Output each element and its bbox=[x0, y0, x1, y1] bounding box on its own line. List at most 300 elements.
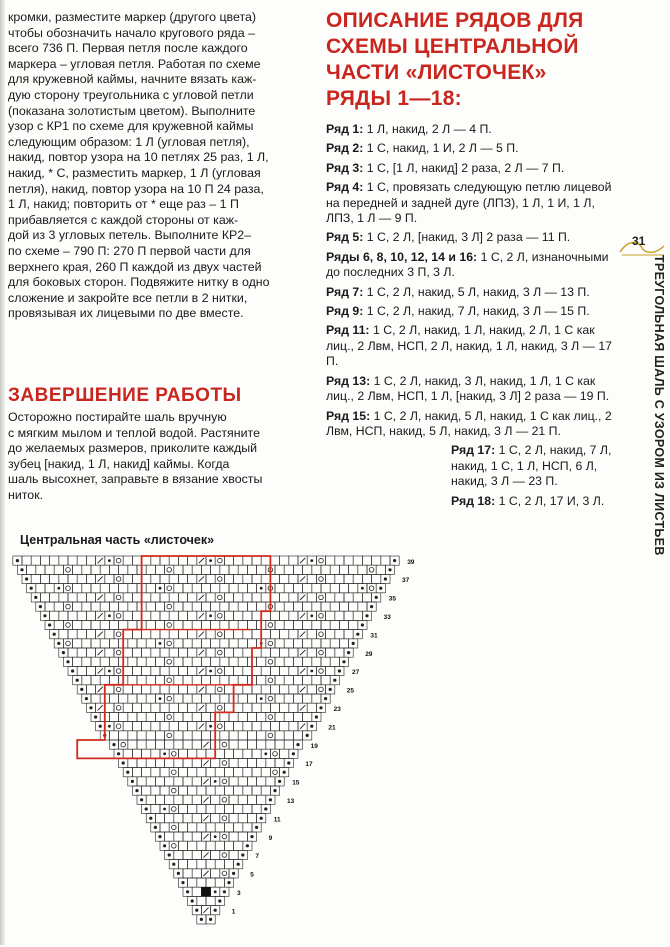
chart-cell bbox=[312, 620, 321, 629]
chart-cell bbox=[247, 740, 256, 749]
chart-cell bbox=[174, 832, 183, 841]
chart-cell bbox=[275, 602, 284, 611]
chart-cell bbox=[132, 685, 141, 694]
chart-cell bbox=[183, 758, 192, 767]
chart-cell bbox=[289, 593, 298, 602]
chart-cell bbox=[160, 666, 169, 675]
chart-cell bbox=[192, 814, 201, 823]
chart-cell bbox=[160, 593, 169, 602]
chart-cell bbox=[155, 657, 164, 666]
chart-symbol bbox=[203, 816, 208, 821]
chart-cell bbox=[220, 850, 229, 859]
chart-symbol bbox=[200, 918, 203, 921]
chart-cell bbox=[280, 749, 289, 758]
chart-cell bbox=[73, 639, 82, 648]
chart-cell bbox=[321, 657, 330, 666]
chart-cell bbox=[220, 731, 229, 740]
chart-cell bbox=[128, 657, 137, 666]
chart-cell bbox=[362, 593, 371, 602]
chart-cell bbox=[146, 731, 155, 740]
chart-cell bbox=[123, 749, 132, 758]
chart-symbol bbox=[20, 568, 23, 571]
chart-cell bbox=[188, 685, 197, 694]
chart-cell bbox=[349, 602, 358, 611]
chart-cell bbox=[224, 768, 233, 777]
text-line: ниток. bbox=[8, 487, 44, 502]
chart-cell bbox=[192, 639, 201, 648]
chart-symbol bbox=[241, 853, 244, 856]
chart-symbol bbox=[39, 605, 42, 608]
chart-cell bbox=[335, 630, 344, 639]
chart-symbol bbox=[250, 835, 253, 838]
chart-cell bbox=[114, 556, 123, 565]
chart-symbol bbox=[186, 890, 189, 893]
chart-cell bbox=[174, 814, 183, 823]
chart-cell bbox=[174, 731, 183, 740]
chart-symbol bbox=[149, 817, 152, 820]
chart-cell bbox=[142, 611, 151, 620]
chart-cell bbox=[146, 795, 155, 804]
row-number: Ряд 13: bbox=[326, 373, 371, 388]
chart-cell bbox=[188, 648, 197, 657]
chart-cell bbox=[252, 666, 261, 675]
chart-cell bbox=[234, 804, 243, 813]
chart-cell bbox=[215, 804, 224, 813]
chart-cell bbox=[247, 777, 256, 786]
chart-cell bbox=[165, 657, 174, 666]
chart-cell bbox=[284, 676, 293, 685]
chart-cell bbox=[165, 712, 174, 721]
chart-cell bbox=[261, 574, 270, 583]
chart-cell bbox=[247, 584, 256, 593]
chart-cell bbox=[201, 584, 210, 593]
chart-symbol bbox=[57, 587, 60, 590]
chart-grid bbox=[13, 556, 399, 924]
chart-cell bbox=[183, 832, 192, 841]
chart-symbol bbox=[268, 641, 273, 646]
chart-symbol bbox=[246, 844, 249, 847]
chart-cell bbox=[192, 795, 201, 804]
chart-cell bbox=[266, 740, 275, 749]
text-line: дой из 3 угловых петель. Выполните КР2– bbox=[8, 228, 252, 243]
heading-line: ЧАСТИ «ЛИСТОЧЕК» bbox=[326, 61, 547, 84]
chart-cell bbox=[188, 749, 197, 758]
chart-cell bbox=[91, 620, 100, 629]
chart-symbol bbox=[199, 632, 204, 637]
chart-cell bbox=[100, 620, 109, 629]
chart-cell bbox=[82, 639, 91, 648]
chart-cell bbox=[109, 657, 118, 666]
chart-cell bbox=[91, 602, 100, 611]
chart-cell bbox=[178, 804, 187, 813]
chart-symbol bbox=[159, 642, 162, 645]
chart-cell bbox=[303, 712, 312, 721]
chart-symbol bbox=[300, 632, 305, 637]
chart-symbol bbox=[116, 558, 121, 563]
chart-cell bbox=[224, 722, 233, 731]
chart-cell bbox=[109, 639, 118, 648]
chart-symbol bbox=[375, 596, 378, 599]
row-text: 1 С, 2 Л, накид, 7 Л, накид, 3 Л — 15 П. bbox=[363, 304, 590, 319]
chart-cell bbox=[224, 574, 233, 583]
chart-cell bbox=[206, 896, 215, 905]
chart-cell bbox=[220, 584, 229, 593]
chart-cell bbox=[146, 758, 155, 767]
chart-symbol bbox=[209, 614, 212, 617]
chart-cell bbox=[261, 786, 270, 795]
row-instruction bbox=[326, 285, 618, 300]
chart-symbol bbox=[203, 779, 208, 784]
chart-symbol bbox=[209, 559, 212, 562]
chart-cell bbox=[100, 676, 109, 685]
chart-cell bbox=[261, 666, 270, 675]
chart-cell bbox=[339, 602, 348, 611]
chart-cell bbox=[252, 685, 261, 694]
chart-symbol bbox=[199, 668, 204, 673]
chart-cell bbox=[183, 731, 192, 740]
chart-cell bbox=[119, 584, 128, 593]
chart-cell bbox=[257, 731, 266, 740]
chart-cell bbox=[68, 611, 77, 620]
chart-cell bbox=[82, 676, 91, 685]
chart-symbol bbox=[222, 834, 227, 839]
chart-cell bbox=[261, 556, 270, 565]
chart-cell bbox=[50, 593, 59, 602]
chart-cell bbox=[211, 584, 220, 593]
chart-cell bbox=[224, 685, 233, 694]
chart-symbol bbox=[98, 558, 103, 563]
chart-cell bbox=[132, 703, 141, 712]
chart-cell bbox=[169, 648, 178, 657]
chart-cell bbox=[316, 666, 325, 675]
chart-symbol bbox=[203, 834, 208, 839]
chart-cell bbox=[243, 749, 252, 758]
chart-cell bbox=[169, 666, 178, 675]
chart-symbol bbox=[209, 725, 212, 728]
chart-cell bbox=[146, 740, 155, 749]
chart-cell bbox=[82, 602, 91, 611]
chart-cell bbox=[45, 584, 54, 593]
chart-symbol bbox=[203, 852, 208, 857]
chart-cell bbox=[247, 731, 256, 740]
chart-cell bbox=[330, 602, 339, 611]
chart-cell bbox=[142, 749, 151, 758]
chart-cell bbox=[326, 574, 335, 583]
chart-symbol bbox=[237, 863, 240, 866]
chart-cell bbox=[165, 795, 174, 804]
chart-cell bbox=[192, 676, 201, 685]
chart-symbol bbox=[66, 586, 71, 591]
chart-symbol bbox=[268, 623, 273, 628]
chart-cell bbox=[266, 777, 275, 786]
chart-symbol bbox=[71, 669, 74, 672]
chart-symbol bbox=[16, 559, 19, 562]
chart-symbol bbox=[112, 743, 115, 746]
chart-symbol bbox=[333, 679, 336, 682]
chart-symbol bbox=[158, 835, 161, 838]
chart-cell bbox=[192, 602, 201, 611]
chart-cell bbox=[197, 896, 206, 905]
chart-cell bbox=[215, 823, 224, 832]
chart-cell bbox=[247, 758, 256, 767]
text-line: маркера – угловая петля. Работая по схеме bbox=[8, 56, 261, 71]
chart-cell bbox=[257, 676, 266, 685]
chart-symbol bbox=[181, 881, 184, 884]
chart-cell bbox=[31, 574, 40, 583]
chart-symbol bbox=[222, 761, 227, 766]
chart-cell bbox=[86, 574, 95, 583]
chart-cell bbox=[54, 620, 63, 629]
chart-cell bbox=[188, 593, 197, 602]
chart-symbol bbox=[300, 576, 305, 581]
chart-symbol bbox=[167, 604, 172, 609]
chart-cell bbox=[303, 639, 312, 648]
chart-cell bbox=[188, 823, 197, 832]
chart-cell bbox=[50, 574, 59, 583]
chart-cell bbox=[206, 823, 215, 832]
chart-row-label: 21 bbox=[328, 724, 336, 732]
chart-cell bbox=[220, 676, 229, 685]
chart-cell bbox=[353, 611, 362, 620]
chart-cell bbox=[224, 804, 233, 813]
chart-cell bbox=[151, 685, 160, 694]
chart-cell bbox=[155, 758, 164, 767]
chart-cell bbox=[146, 676, 155, 685]
row-instruction bbox=[326, 304, 618, 319]
chart-cell bbox=[155, 565, 164, 574]
chart-cell bbox=[119, 731, 128, 740]
chart-row-label: 31 bbox=[370, 632, 378, 640]
chart-cell bbox=[303, 620, 312, 629]
chart-cell bbox=[238, 657, 247, 666]
chart-cell bbox=[169, 685, 178, 694]
chart-cell bbox=[160, 685, 169, 694]
chart-cell bbox=[215, 685, 224, 694]
chart-cell bbox=[36, 565, 45, 574]
chart-cell bbox=[192, 620, 201, 629]
chart-cell bbox=[257, 712, 266, 721]
chart-cell bbox=[68, 593, 77, 602]
row-number: Ряд 11: bbox=[326, 323, 370, 338]
chart-cell bbox=[289, 648, 298, 657]
chart-symbol bbox=[369, 586, 374, 591]
chart-cell bbox=[174, 850, 183, 859]
chart-cell bbox=[261, 768, 270, 777]
chart-symbol bbox=[222, 779, 227, 784]
chart-cell bbox=[211, 602, 220, 611]
text-line: кромки, разместите маркер (другого цвета) bbox=[8, 10, 257, 24]
chart-cell bbox=[243, 823, 252, 832]
chart-symbol bbox=[369, 568, 374, 573]
chart-cell bbox=[183, 777, 192, 786]
chart-cell bbox=[188, 703, 197, 712]
chart-cell bbox=[229, 602, 238, 611]
text-line: верхнего края, 260 П каждой из двух частей bbox=[8, 259, 262, 274]
chart-symbol bbox=[66, 623, 71, 628]
chart-symbol bbox=[167, 715, 172, 720]
chart-symbol bbox=[116, 706, 121, 711]
chart-cell bbox=[183, 795, 192, 804]
chart-cell bbox=[132, 722, 141, 731]
chart-cell bbox=[243, 630, 252, 639]
chart-cell bbox=[36, 584, 45, 593]
chart-symbol bbox=[361, 623, 364, 626]
chart-cell bbox=[77, 648, 86, 657]
row-number: Ряд 7: bbox=[326, 284, 364, 299]
chart-symbol bbox=[214, 835, 217, 838]
chart-cell bbox=[229, 639, 238, 648]
chart-symbol bbox=[140, 798, 143, 801]
chart-symbol bbox=[172, 770, 177, 775]
text-line: петля), накид, повтор узора на 10 П 24 раза, bbox=[8, 181, 264, 196]
chart-cell bbox=[183, 639, 192, 648]
chart-cell bbox=[77, 630, 86, 639]
chart-symbol bbox=[167, 696, 172, 701]
chart-cell bbox=[109, 565, 118, 574]
text-line: (показана золотистым цветом). Выполните bbox=[8, 103, 256, 118]
chart-cell bbox=[123, 556, 132, 565]
chart-cell bbox=[59, 556, 68, 565]
chart-cell bbox=[215, 648, 224, 657]
chart-cell bbox=[188, 841, 197, 850]
chart-cell bbox=[59, 611, 68, 620]
chart-cell bbox=[91, 565, 100, 574]
chart-cell bbox=[123, 648, 132, 657]
chart-symbol bbox=[199, 576, 204, 581]
chart-symbol bbox=[310, 614, 313, 617]
chart-symbol bbox=[296, 743, 299, 746]
chart-cell bbox=[91, 657, 100, 666]
chart-cell bbox=[206, 749, 215, 758]
chart-cell bbox=[178, 768, 187, 777]
chart-cell bbox=[174, 620, 183, 629]
chart-cell bbox=[224, 648, 233, 657]
chart-cell bbox=[100, 584, 109, 593]
chart-symbol bbox=[268, 678, 273, 683]
chart-cell bbox=[183, 584, 192, 593]
row-instruction bbox=[326, 250, 618, 281]
row-number: Ряд 1: bbox=[326, 122, 364, 136]
text-line: узор с КР1 по схеме для кружевной каймы bbox=[8, 119, 254, 134]
chart-cell bbox=[293, 712, 302, 721]
chart-cell bbox=[174, 657, 183, 666]
chart-cell bbox=[335, 556, 344, 565]
chart-symbol bbox=[209, 670, 212, 673]
chart-symbol bbox=[34, 596, 37, 599]
chart-symbol bbox=[76, 679, 79, 682]
chart-cell bbox=[339, 639, 348, 648]
chart-cell bbox=[321, 620, 330, 629]
chart-cell bbox=[349, 584, 358, 593]
chart-cell bbox=[100, 657, 109, 666]
chart-cell bbox=[316, 648, 325, 657]
chart-cell bbox=[215, 593, 224, 602]
chart-cell bbox=[220, 639, 229, 648]
chart-symbol bbox=[319, 558, 324, 563]
chart-cell bbox=[326, 593, 335, 602]
chart-cell bbox=[197, 878, 206, 887]
chart-symbol bbox=[319, 687, 324, 692]
chart-cell bbox=[243, 768, 252, 777]
chart-cell bbox=[174, 712, 183, 721]
chart-cell bbox=[105, 630, 114, 639]
chart-cell bbox=[215, 786, 224, 795]
text-line: всего 736 П. Первая петля после каждого bbox=[8, 41, 248, 56]
chart-cell bbox=[330, 639, 339, 648]
chart-cell bbox=[160, 630, 169, 639]
chart-cell bbox=[284, 694, 293, 703]
chart-cell bbox=[132, 749, 141, 758]
chart-cell bbox=[307, 630, 316, 639]
chart-cell bbox=[165, 584, 174, 593]
chart-cell bbox=[137, 740, 146, 749]
chart-cell bbox=[224, 666, 233, 675]
text-line: Осторожно постирайте шаль вручную bbox=[8, 410, 227, 424]
chart-symbol bbox=[168, 853, 171, 856]
chart-symbol bbox=[324, 697, 327, 700]
chart-cell bbox=[220, 740, 229, 749]
chart-cell bbox=[229, 795, 238, 804]
chart-cell bbox=[280, 611, 289, 620]
chart-cell bbox=[63, 620, 72, 629]
chart-cell bbox=[247, 795, 256, 804]
chart-cell bbox=[372, 574, 381, 583]
chart-cell bbox=[142, 768, 151, 777]
chart-cell bbox=[234, 611, 243, 620]
chart-cell bbox=[330, 565, 339, 574]
chart-cell bbox=[169, 556, 178, 565]
chart-cell bbox=[114, 611, 123, 620]
chart-cell bbox=[270, 648, 279, 657]
chart-cell bbox=[68, 630, 77, 639]
chart-cell bbox=[160, 556, 169, 565]
chart-symbol bbox=[300, 595, 305, 600]
chart-cell bbox=[275, 694, 284, 703]
chart-cell bbox=[220, 758, 229, 767]
row-text: 1 С, 2 Л, накид, 5 Л, накид, 1 С как лиц., 2 Лвм, НСП, накид, 5 Л, накид, 3 Л — 21 П. bbox=[326, 408, 612, 438]
row-text: 1 С, 2 Л, накид, 7 Л, накид, 1 С, 1 Л, НСП, 6 Л, накид, 3 Л — 23 П. bbox=[451, 443, 612, 489]
chart-cell bbox=[105, 648, 114, 657]
finish-text bbox=[8, 410, 308, 504]
chart-cell bbox=[119, 740, 128, 749]
chart-symbol bbox=[218, 577, 223, 582]
chart-cell bbox=[63, 639, 72, 648]
chart-symbol bbox=[356, 633, 359, 636]
chart-cell bbox=[206, 860, 215, 869]
chart-cell bbox=[183, 565, 192, 574]
chart-cell bbox=[238, 584, 247, 593]
chart-cell bbox=[224, 556, 233, 565]
chart-cell bbox=[289, 685, 298, 694]
chart-cell bbox=[22, 556, 31, 565]
chart-cell bbox=[284, 740, 293, 749]
chart-cell bbox=[220, 565, 229, 574]
chart-cell bbox=[178, 556, 187, 565]
chart-cell bbox=[303, 584, 312, 593]
chart-cell bbox=[284, 731, 293, 740]
chart-cell bbox=[252, 786, 261, 795]
chart-cell bbox=[215, 666, 224, 675]
chart-cell bbox=[316, 685, 325, 694]
row-text: 1 С, провязать следующую петлю лицевой на передней и задней дуге (ЛПЗ), 1 Л, 1 И, 1 Л, ЛПЗ, 1 Л — 9 П. bbox=[326, 180, 612, 226]
chart-cell bbox=[284, 657, 293, 666]
chart-symbol bbox=[66, 568, 71, 573]
chart-cell bbox=[188, 666, 197, 675]
chart-symbol bbox=[203, 760, 208, 765]
chart-cell bbox=[183, 712, 192, 721]
chart-symbol bbox=[172, 807, 177, 812]
chart-cell bbox=[105, 685, 114, 694]
